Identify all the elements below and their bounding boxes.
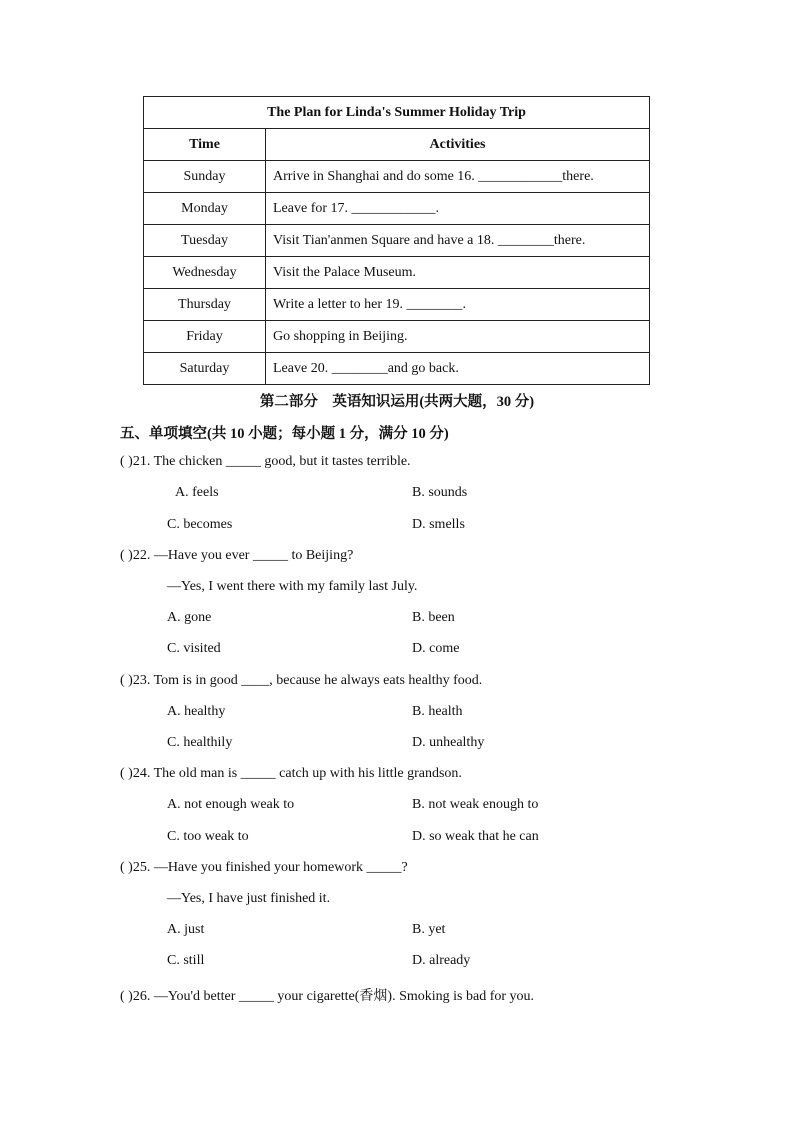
q21-option-b: B. sounds [412, 485, 468, 500]
q24-option-d: D. so weak that he can [412, 829, 539, 844]
q21-option-a: A. feels [175, 485, 219, 500]
day-cell: Wednesday [144, 257, 266, 289]
table-row [144, 353, 650, 385]
table-title: The Plan for Linda's Summer Holiday Trip [144, 97, 650, 129]
header-time: Time [144, 129, 266, 161]
q24-option-b: B. not weak enough to [412, 797, 539, 812]
q25-option-b: B. yet [412, 922, 446, 937]
part-heading: 五、单项填空(共 10 小题；每小题 1 分，满分 10 分) [120, 426, 449, 442]
table-row [144, 161, 650, 193]
q22-option-a: A. gone [167, 610, 212, 625]
q25-option-a: A. just [167, 922, 205, 937]
question-21-stem: ( )21. The chicken _____ good, but it tastes terrible. [120, 454, 411, 469]
q21-option-c: C. becomes [167, 517, 233, 532]
activity-cell: Visit the Palace Museum. [266, 257, 650, 289]
q22-option-c: C. visited [167, 641, 221, 656]
q23-option-c: C. healthily [167, 735, 233, 750]
q21-option-d: D. smells [412, 517, 465, 532]
header-activities: Activities [266, 129, 650, 161]
q22-option-d: D. come [412, 641, 460, 656]
activity-cell: Leave for 17. ____________. [266, 193, 650, 225]
day-cell: Tuesday [144, 225, 266, 257]
section-title: 第二部分 英语知识运用(共两大题，30 分) [259, 394, 535, 410]
question-22-stem: ( )22. —Have you ever _____ to Beijing? [120, 548, 354, 563]
table-header-row [144, 129, 650, 161]
activity-cell: Go shopping in Beijing. [266, 321, 650, 353]
table-row [144, 225, 650, 257]
question-26-stem: ( )26. —You'd better _____ your cigarette(香烟). Smoking is bad for you. [120, 989, 535, 1004]
q23-option-b: B. health [412, 704, 463, 719]
q24-option-c: C. too weak to [167, 829, 249, 844]
question-23-stem: ( )23. Tom is in good ____, because he always eats healthy food. [120, 673, 483, 688]
activity-cell: Write a letter to her 19. ________. [266, 289, 650, 321]
q25-option-d: D. already [412, 953, 471, 968]
q22-option-b: B. been [412, 610, 455, 625]
day-cell: Sunday [144, 161, 266, 193]
table-row [144, 257, 650, 289]
q23-option-d: D. unhealthy [412, 735, 485, 750]
activity-cell: Leave 20. ________and go back. [266, 353, 650, 385]
table-row [144, 289, 650, 321]
question-25-reply: —Yes, I have just finished it. [167, 891, 331, 906]
activity-cell: Arrive in Shanghai and do some 16. ____________there. [266, 161, 650, 193]
day-cell: Saturday [144, 353, 266, 385]
day-cell: Monday [144, 193, 266, 225]
table-title-row [144, 97, 650, 129]
q23-option-a: A. healthy [167, 704, 226, 719]
question-25-stem: ( )25. —Have you finished your homework _____? [120, 860, 408, 875]
question-24-stem: ( )24. The old man is _____ catch up with his little grandson. [120, 766, 462, 781]
trip-plan-table [143, 96, 650, 385]
day-cell: Friday [144, 321, 266, 353]
question-22-reply: —Yes, I went there with my family last July. [167, 579, 418, 594]
table-row [144, 321, 650, 353]
day-cell: Thursday [144, 289, 266, 321]
activity-cell: Visit Tian'anmen Square and have a 18. ________there. [266, 225, 650, 257]
table-row [144, 193, 650, 225]
q25-option-c: C. still [167, 953, 205, 968]
q24-option-a: A. not enough weak to [167, 797, 295, 812]
